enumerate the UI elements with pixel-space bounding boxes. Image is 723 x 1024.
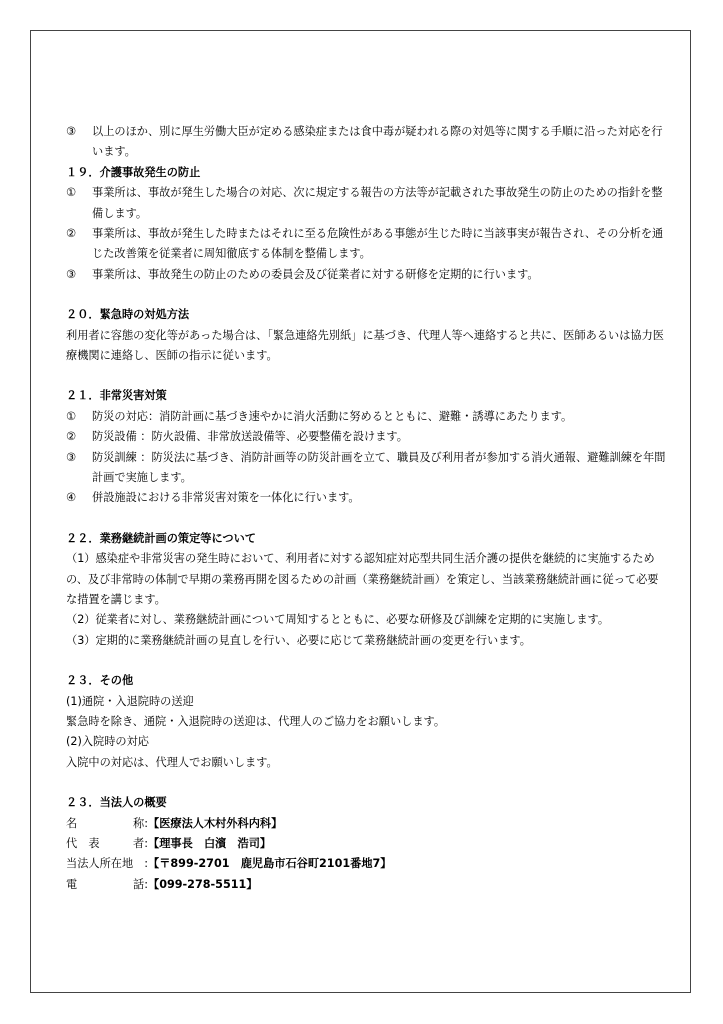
list-item xyxy=(66,488,666,508)
item-marker: ② xyxy=(66,430,77,444)
document-body xyxy=(66,122,666,895)
info-label-suffix: 話: xyxy=(133,877,148,891)
info-value: 【医療法人木村外科内科】 xyxy=(148,816,283,830)
numbered-paragraph: （2）従業者に対し、業務継続計画について周知するとともに、必要な研修及び訓練を定期的に実施します。 xyxy=(66,613,610,627)
numbered-paragraph: （1）感染症や非常災害の発生時において、利用者に対する認知症対応型共同生活介護の提供を継続的に実施するための、及び非常時の体制で早期の業務再開を図るための計画（業務継続計画）を策定し、当該業務継続計画に従って必要な措置を講じます。 xyxy=(66,552,659,607)
info-label: 当法人所在地 xyxy=(66,857,134,871)
info-value: 【099-278-5511】 xyxy=(148,877,258,891)
item-marker: ③ xyxy=(66,450,77,464)
section-heading-23-overview: ２３．当法人の概要 xyxy=(66,796,167,810)
list-item xyxy=(66,407,666,427)
info-label: 代 表 xyxy=(66,837,100,851)
list-item xyxy=(66,265,666,285)
item-text: 防災の対応：消防計画に基づき速やかに消火活動に努めるとともに、避難・誘導にあたります。 xyxy=(92,409,573,423)
item-marker: ① xyxy=(66,409,77,423)
info-row-representative xyxy=(66,834,666,854)
item-marker: ④ xyxy=(66,491,77,505)
item-text: 事業所は、事故発生の防止のための委員会及び従業者に対する研修を定期的に行います。 xyxy=(92,267,539,281)
paragraph: 緊急時を除き、通院・入退院時の送迎は、代理人のご協力をお願いします。 xyxy=(66,715,446,729)
list-item xyxy=(66,224,666,265)
list-item xyxy=(66,183,666,224)
section-heading-19: １９．介護事故発生の防止 xyxy=(66,165,201,179)
item-marker: ③ xyxy=(66,267,77,281)
item-text: 防災訓練 ：防災法に基づき、消防計画等の防災計画を立て、職員及び利用者が参加する消火通報、避難訓練を年間計画で実施します。 xyxy=(92,450,666,485)
item-text: 防災設備 ：防火設備、非常放送設備等、必要整備を設けます。 xyxy=(92,430,408,444)
item-marker: ① xyxy=(66,186,77,200)
info-value: 【〒899-2701 鹿児島市石谷町2101番地7】 xyxy=(148,857,392,871)
info-row-address xyxy=(66,854,666,874)
info-label-suffix: 称: xyxy=(133,816,148,830)
item-text: 併設施設における非常災害対策を一体化に行います。 xyxy=(92,491,360,505)
section-heading-22: ２２．業務継続計画の策定等について xyxy=(66,531,256,545)
item-marker: ② xyxy=(66,227,77,241)
section-heading-21: ２１．非常災害対策 xyxy=(66,389,167,403)
info-value: 【理事長 白濱 浩司】 xyxy=(148,837,272,851)
subsection-title: (1)通院・入退院時の送迎 xyxy=(66,694,194,708)
item-text: 事業所は、事故が発生した場合の対応、次に規定する報告の方法等が記載された事故発生の防止のための指針を整備します。 xyxy=(92,186,663,220)
info-label-suffix: : xyxy=(144,857,148,871)
info-label-suffix: 者: xyxy=(133,837,148,851)
list-item xyxy=(66,448,666,489)
paragraph: 利用者に容態の変化等があった場合は、「緊急連絡先別紙」に基づき、代理人等へ連絡すると共に、医師あるいは協力医療機関に連絡し、医師の指示に従います。 xyxy=(66,328,664,363)
item-text: 以上のほか、別に厚生労働大臣が定める感染症または食中毒が疑われる際の対処等に関する手順に沿った対応を行います。 xyxy=(92,125,663,159)
info-label: 電 xyxy=(66,877,78,891)
section-heading-20: ２０．緊急時の対処方法 xyxy=(66,308,190,322)
numbered-paragraph: （3）定期的に業務継続計画の見直しを行い、必要に応じて業務継続計画の変更を行います。 xyxy=(66,633,531,647)
info-row-name xyxy=(66,814,666,834)
list-item xyxy=(66,122,666,163)
list-item xyxy=(66,427,666,447)
item-text: 事業所は、事故が発生した時またはそれに至る危険性がある事態が生じた時に当該事実が報告され、その分析を通じた改善策を従業者に周知徹底する体制を整備します。 xyxy=(92,227,664,261)
info-label: 名 xyxy=(66,816,78,830)
item-marker: ③ xyxy=(66,125,77,138)
paragraph: 入院中の対応は、代理人でお願いします。 xyxy=(66,755,278,769)
subsection-title: (2)入院時の対応 xyxy=(66,735,149,749)
section-heading-23-other: ２３．その他 xyxy=(66,674,134,688)
info-row-phone xyxy=(66,875,666,895)
